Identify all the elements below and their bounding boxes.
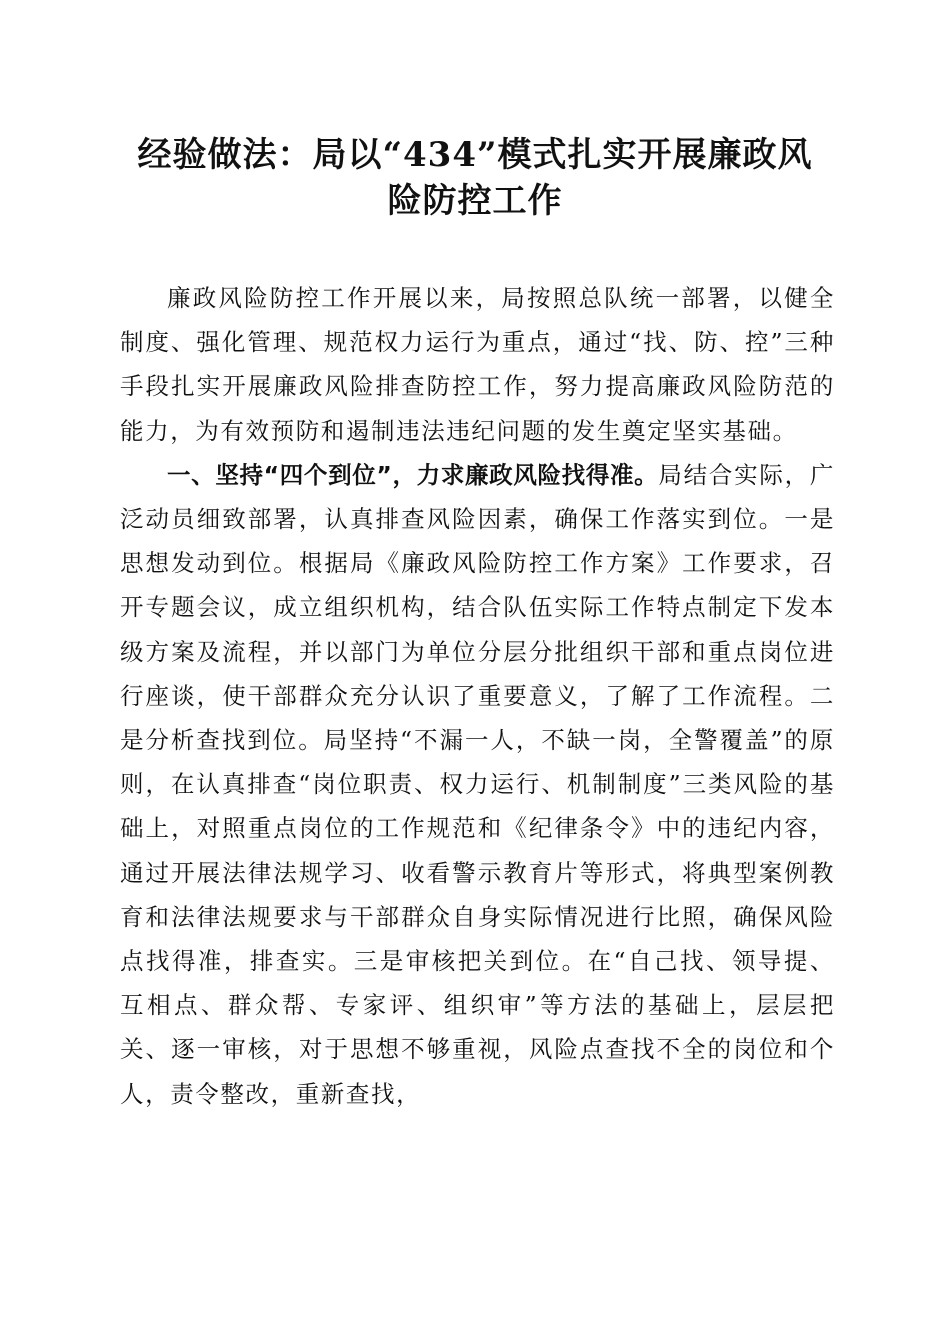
document-title xyxy=(110,132,840,224)
section-1-heading: 一、坚持“四个到位”，力求廉政风险找得准。 xyxy=(167,460,659,489)
title-line-1: 经验做法：局以“434”模式扎实开展廉政风 xyxy=(137,135,813,175)
section-1-paragraph xyxy=(120,453,835,1116)
section-1-text: 局结合实际，广泛动员细致部署，认真排查风险因素，确保工作落实到位。一是思想发动到位。根据局《廉政风险防控工作方案》工作要求，召开专题会议，成立组织机构，结合队伍实际工作特点制定下发本级方案及流程，并以部门为单位分层分批组织干部和重点岗位进行座谈，使干部群众充分认识了重要意义，了解了工作流程。二是分析查找到位。局坚持“不漏一人，不缺一岗，全警覆盖”的原则，在认真排查“岗位职责、权力运行、机制制度”三类风险的基础上，对照重点岗位的工作规范和《纪律条令》中的违纪内容，通过开展法律法规学习、收看警示教育片等形式，将典型案例教育和法律法规要求与干部群众自身实际情况进行比照，确保风险点找得准，排查实。三是审核把关到位。在“自己找、领导提、互相点、群众帮、专家评、组织审”等方法的基础上，层层把关、逐一审核，对于思想不够重视，风险点查找不全的岗位和个人，责令整改，重新查找， xyxy=(120,460,836,1108)
intro-paragraph: 廉政风险防控工作开展以来，局按照总队统一部署，以健全制度、强化管理、规范权力运行为重点，通过“找、防、控”三种手段扎实开展廉政风险排查防控工作，努力提高廉政风险防范的能力，为有效预防和遏制违法违纪问题的发生奠定坚实基础。 xyxy=(120,284,835,445)
title-line-2: 险防控工作 xyxy=(387,181,563,221)
document-body xyxy=(120,276,835,1116)
